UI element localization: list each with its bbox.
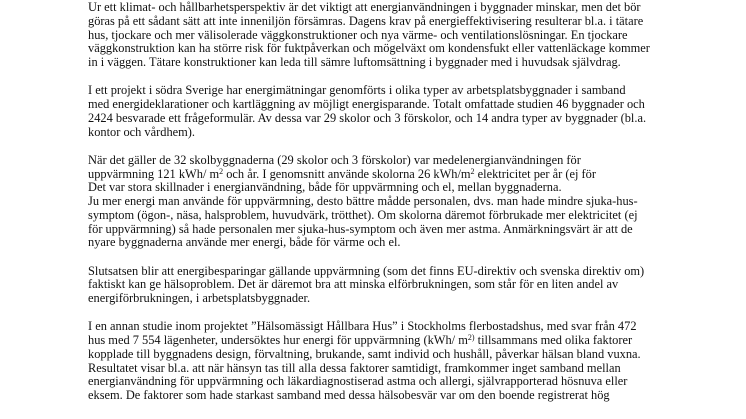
superscript: 2 xyxy=(219,166,224,176)
text-line: Det var stora skillnader i energianvändning, både för uppvärmning och el, mellan byggnaderna. xyxy=(88,180,562,195)
paragraph-gap xyxy=(88,70,728,85)
document-body xyxy=(88,0,728,403)
text-segment: och år. I genomsnitt använde skolorna 26 kWh/m xyxy=(223,166,471,181)
text-line: in i väggen. Tätare konstruktioner kan leda till sämre luftomsättning i byggnader med i huvudsak självdrag. xyxy=(88,55,621,69)
paragraph-project-south-sweden xyxy=(88,84,728,139)
text-line: göras på ett sådant sätt att inte inneniljön försämras. Dagens krav på energieffektivisering resulterar bl.a. i tätare xyxy=(88,13,644,28)
text-line: med energideklarationer och kartläggning av möjligt energisparande. Totalt omfattade studien 46 byggnader och xyxy=(88,97,645,111)
text-line: kontor och vårdhem). xyxy=(88,124,196,139)
text-line: symptom (ögon-, näsa, halsproblem, huvudvärk, trötthet). Om skolorna däremot förbrukade mer elektricitet (ej xyxy=(88,207,638,222)
text-line-with-superscripts xyxy=(88,168,728,182)
text-line: energianvändning för uppvärmning och läkardiagnostiserad astma och allergi, självrapporterad hösnuva eller xyxy=(88,374,628,389)
text-segment: elektricitet per år (ej för xyxy=(474,166,596,181)
text-line: eksem. De faktorer som hade starkast samband med dessa hälsobesvär var om den boende registrerat hög xyxy=(88,388,610,402)
paragraph-gap xyxy=(88,250,728,265)
text-line-with-superscript xyxy=(88,334,728,348)
text-line: Ur ett klimat- och hållbarhetsperspektiv är det viktigt att energianvändningen i byggnader minskar, men det bör xyxy=(88,0,641,14)
paragraph-school-buildings xyxy=(88,154,728,250)
text-line: kopplade till byggnadens design, förvaltning, brukande, samt individ och hushåll, påverkar hälsan bland vuxna. xyxy=(88,346,641,361)
text-line: faktiskt kan ge hälsoproblem. Det är däremot bra att minska elförbrukningen, som står för en liten andel av xyxy=(88,277,619,292)
superscript: 2 xyxy=(470,166,475,176)
text-line: energiförbrukningen, i arbetsplatsbyggnader. xyxy=(88,291,311,305)
text-segment: uppvärmning 121 kWh/ m xyxy=(88,166,220,181)
text-segment: hus med 7 554 lägenheter, undersöktes hur energi för uppvärmning (kWh/ m xyxy=(88,333,468,347)
text-line: Slutsatsen blir att energibesparingar gällande uppvärmning (som det finns EU-direktiv och svenska direktiv om) xyxy=(88,263,645,278)
text-line: hus, tjockare och mer välisolerade väggkonstruktioner och nya värme- och ventilationslösningar. En tjockare xyxy=(88,27,628,42)
text-line: 2424 besvarade ett frågeformulär. Av dessa var 29 skolor och 3 förskolor, och 14 andra typer av byggnader (bl.a. xyxy=(88,110,647,125)
paragraph-gap xyxy=(88,139,728,154)
paragraph-gap xyxy=(88,306,728,321)
paragraph-stockholm-study xyxy=(88,320,728,403)
text-line: I en annan studie inom projektet ”Hälsomässigt Hållbara Hus” i Stockholms flerbostadshus, med svar från 472 xyxy=(88,319,637,334)
text-line: väggkonstruktion kan ha större risk för fuktpåverkan och mögelväxt om kondensfukt eller vattenläckage kommer xyxy=(88,41,650,56)
paragraph-climate-perspective xyxy=(88,1,728,70)
text-line: nyare byggnaderna använde mer energi, både för värme och el. xyxy=(88,235,401,250)
text-line: Ju mer energi man använde för uppvärmning, desto bättre mådde personalen, dvs. man hade mindre sjuka-hus- xyxy=(88,194,638,208)
text-segment: tillsammans med olika faktorer xyxy=(474,333,633,347)
text-line: I ett projekt i södra Sverige har energimätningar genomförts i olika typer av arbetsplatsbyggnader i samband xyxy=(88,83,626,98)
text-line: Resultatet visar bl.a. att när hänsyn tas till alla dessa faktorer samtidigt, framkommer inget samband mellan xyxy=(88,360,621,375)
text-line: för uppvärmning) så hade personalen mer sjuka-hus-symptom och även mer astma. Anmärkningsvärt är att de xyxy=(88,221,633,236)
paragraph-conclusion xyxy=(88,265,728,306)
superscript: 2) xyxy=(467,333,475,342)
text-line: När det gäller de 32 skolbyggnaderna (29 skolor och 3 förskolor) var medelenergianvändningen för xyxy=(88,152,581,167)
